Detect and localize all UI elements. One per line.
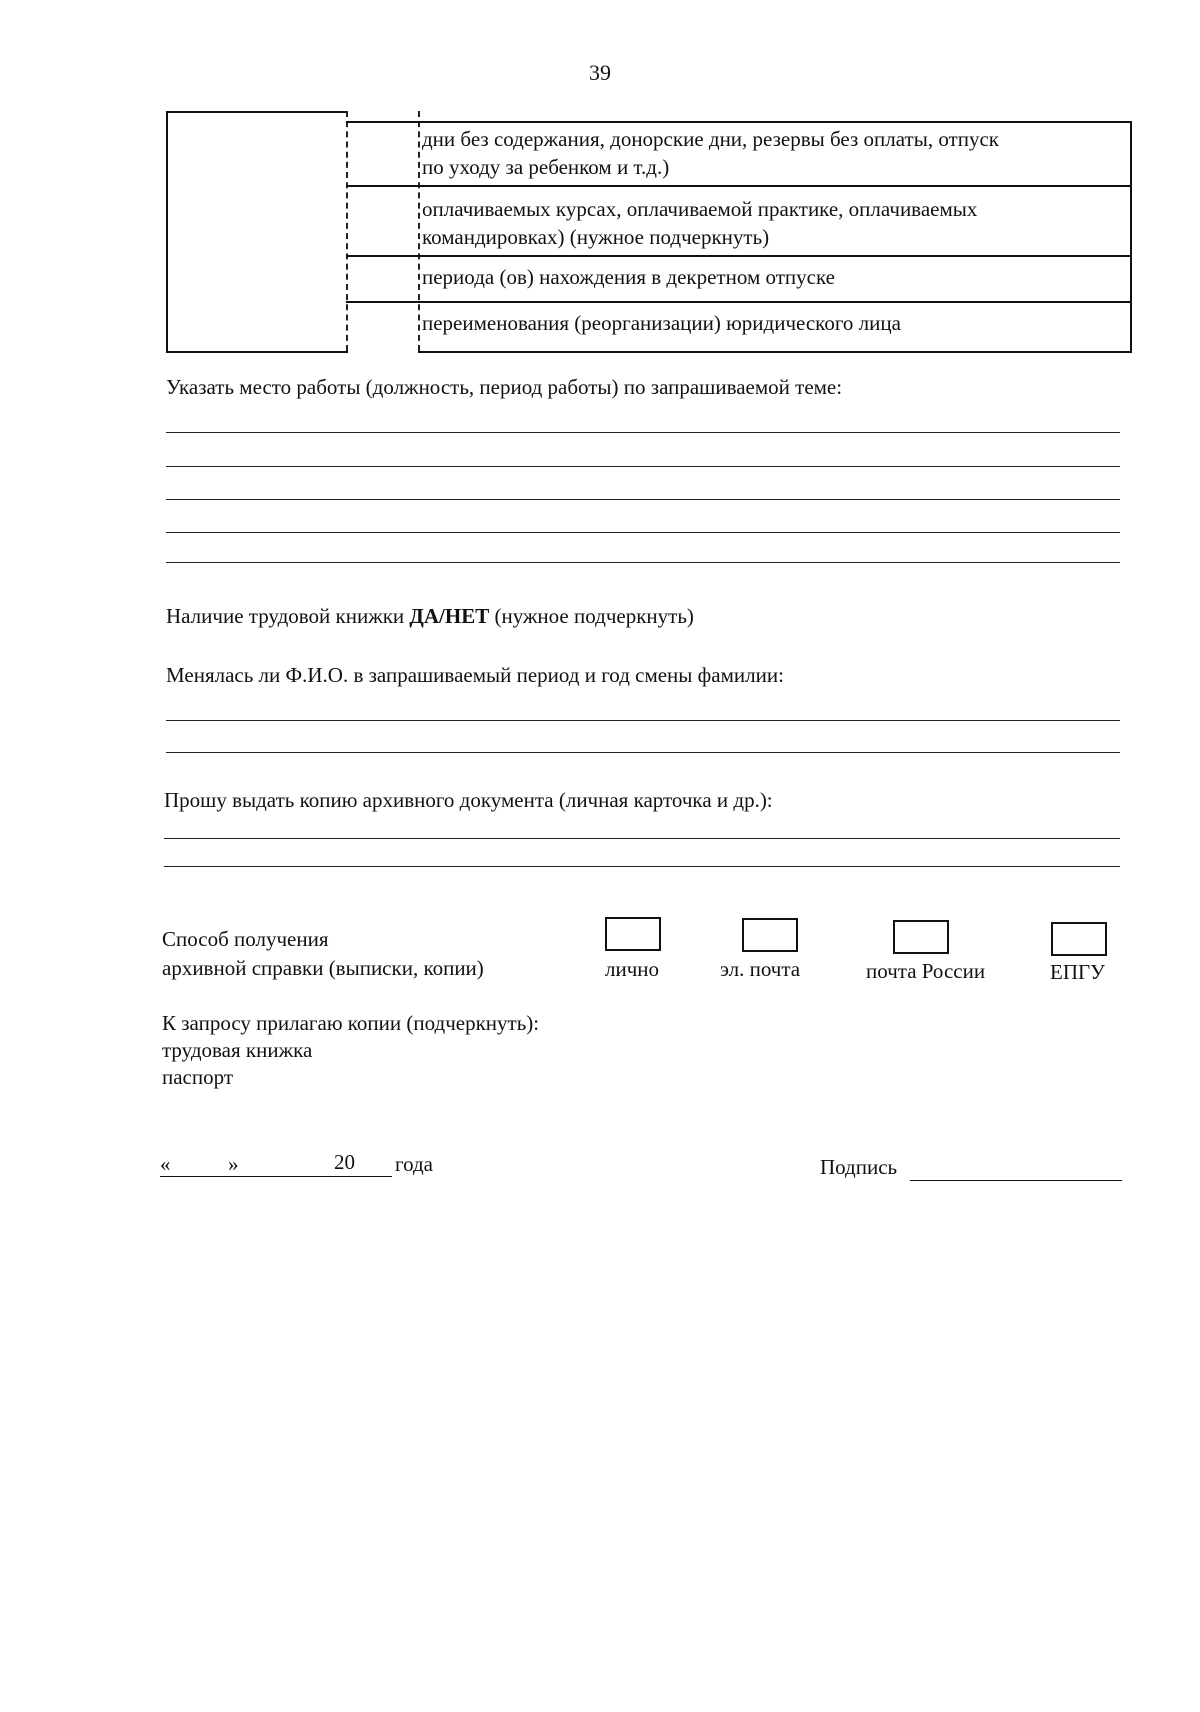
delivery-russian-post-label: почта России (866, 959, 986, 983)
date-suffix: года (395, 1152, 433, 1176)
table-cell-text: переименования (реорганизации) юридического лица (422, 311, 901, 335)
delivery-in-person-label: лично (605, 957, 660, 981)
attachments-block (162, 1010, 539, 1091)
copy-request-label: Прошу выдать копию архивного документа (личная карточка и др.): (164, 788, 773, 812)
table-rule (346, 301, 1130, 303)
copy-request-answer-line-1[interactable] (164, 838, 1120, 839)
table-cell-text: дни без содержания, донорские дни, резервы без оплаты, отпуск (422, 127, 999, 151)
workplace-answer-line-5[interactable] (166, 562, 1120, 563)
date-close-quote: » (228, 1152, 239, 1176)
table-row (422, 195, 1122, 251)
name-change-answer-line-1[interactable] (166, 720, 1120, 721)
table-left-column (166, 111, 348, 353)
attachment-workbook[interactable]: трудовая книжка (162, 1038, 313, 1062)
workbook-label: Наличие трудовой книжки (166, 604, 410, 628)
delivery-epgu-label: ЕПГУ (1050, 960, 1106, 984)
copy-request-answer-line-2[interactable] (164, 866, 1120, 867)
signature-line[interactable] (910, 1180, 1122, 1181)
workbook-question (166, 604, 694, 629)
table-divider-1 (346, 111, 348, 351)
delivery-in-person-checkbox[interactable] (605, 917, 661, 951)
table-row (422, 125, 1122, 181)
table-row (422, 263, 1122, 291)
date-open-quote: « (160, 1152, 171, 1176)
workplace-answer-line-3[interactable] (166, 499, 1120, 500)
delivery-email-label: эл. почта (720, 957, 801, 981)
table-rule (346, 255, 1130, 257)
table-cell-text: оплачиваемых курсах, оплачиваемой практике, оплачиваемых (422, 197, 978, 221)
attachments-label: К запросу прилагаю копии (подчеркнуть): (162, 1011, 540, 1035)
workplace-label: Указать место работы (должность, период работы) по запрашиваемой теме: (166, 375, 843, 399)
delivery-label-line: архивной справки (выписки, копии) (162, 956, 484, 980)
table-cell-text: периода (ов) нахождения в декретном отпуске (422, 265, 835, 289)
workbook-yes-no[interactable]: ДА/НЕТ (409, 604, 490, 628)
delivery-label (162, 925, 484, 983)
table-rule (346, 185, 1130, 187)
workplace-answer-line-1[interactable] (166, 432, 1120, 433)
date-year-prefix: 20 (334, 1150, 355, 1174)
signature-label: Подпись (820, 1155, 898, 1179)
attachment-passport[interactable]: паспорт (162, 1065, 234, 1089)
delivery-russian-post-checkbox[interactable] (893, 920, 949, 954)
delivery-epgu-checkbox[interactable] (1051, 922, 1107, 956)
date-fill-line[interactable] (160, 1176, 392, 1177)
table-cell-text: по уходу за ребенком и т.д.) (422, 155, 670, 179)
workplace-answer-line-2[interactable] (166, 466, 1120, 467)
table-cell-text: командировках) (нужное подчеркнуть) (422, 225, 770, 249)
name-change-answer-line-2[interactable] (166, 752, 1120, 753)
delivery-email-checkbox[interactable] (742, 918, 798, 952)
table-rule (346, 121, 420, 123)
delivery-label-line: Способ получения (162, 927, 329, 951)
workbook-hint: (нужное подчеркнуть) (489, 604, 694, 628)
name-change-label: Менялась ли Ф.И.О. в запрашиваемый период и год смены фамилии: (166, 663, 784, 687)
page-number: 39 (589, 60, 611, 85)
grounds-table (166, 111, 1132, 351)
table-row (422, 309, 1122, 337)
workplace-answer-line-4[interactable] (166, 532, 1120, 533)
